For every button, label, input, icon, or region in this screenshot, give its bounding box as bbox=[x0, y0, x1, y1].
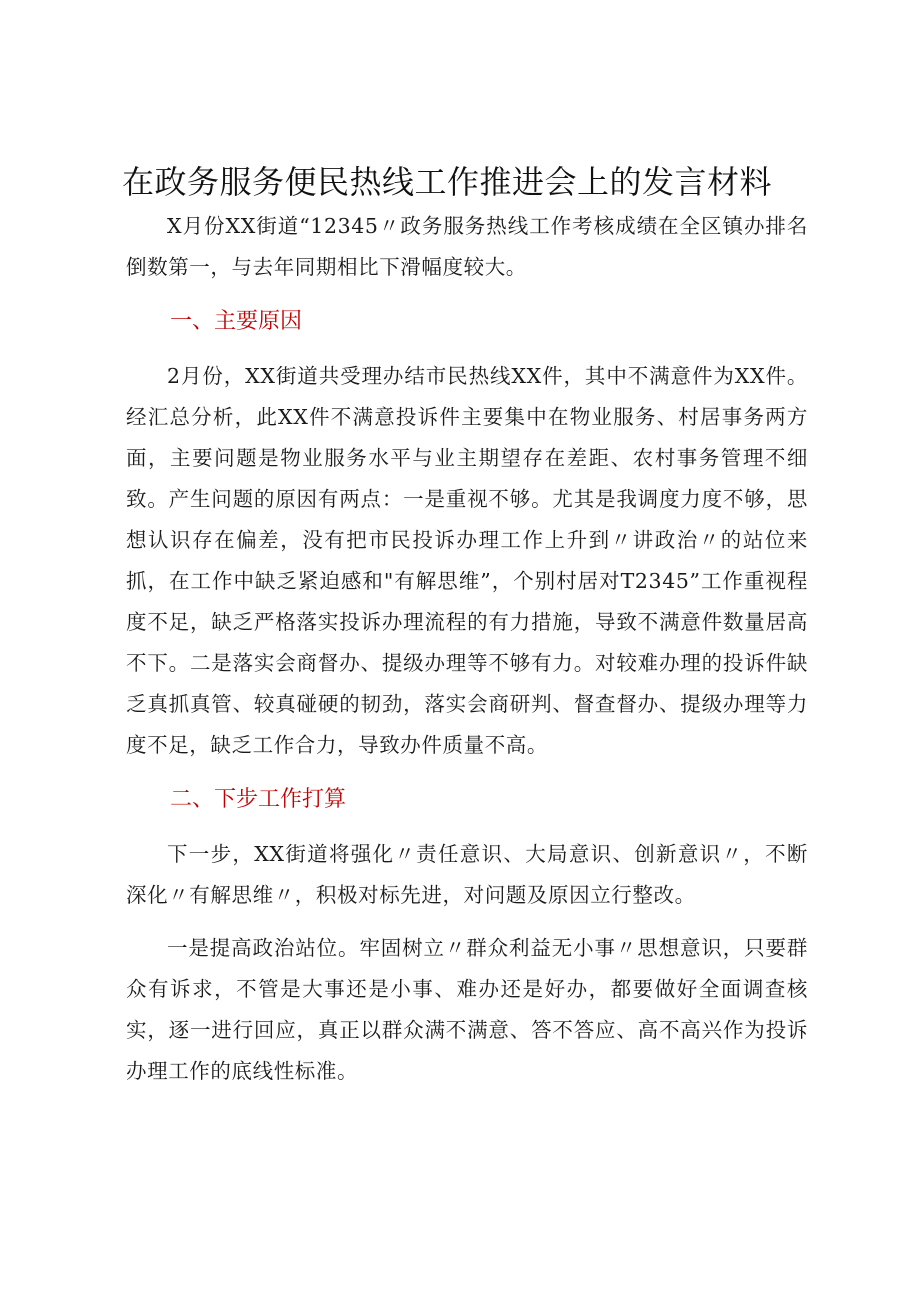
intro-paragraph: X月份XX街道“12345〃政务服务热线工作考核成绩在全区镇办排名倒数第一，与去年同期相比下滑幅度较大。 bbox=[126, 214, 808, 279]
paragraph-gap bbox=[126, 916, 808, 928]
reasons-paragraph: 2月份，XX街道共受理办结市民热线XX件，其中不满意件为XX件。经汇总分析，此XX件不满意投诉件主要集中在物业服务、村居事务两方面，主要问题是物业服务水平与业主期望存在差距、农村事务管理不细致。产生问题的原因有两点：一是重视不够。尤其是我调度力度不够，思想认识存在偏差，没有把市民投诉办理工作上升到〃讲政治〃的站位来抓，在工作中缺乏紧迫感和"有解思维”，个别村居对T2345”工作重视程度不足，缺乏严格落实投诉办理流程的有力措施，导致不满意件数量居高不下。二是落实会商督办、提级办理等不够有力。对较难办理的投诉件缺乏真抓真管、较真碰硬的韧劲，落实会商研判、督查督办、提级办理等力度不足，缺乏工作合力，导致办件质量不高。 bbox=[126, 364, 808, 757]
section-heading-next-steps: 二、下步工作打算 bbox=[170, 787, 347, 812]
document-title: 在政务服务便民热线工作推进会上的发言材料 bbox=[122, 163, 773, 201]
political-stance-paragraph: 一是提高政治站位。牢固树立〃群众利益无小事〃思想意识，只要群众有诉求，不管是大事还是小事、难办还是好办，都要做好全面调查核实，逐一进行回应，真正以群众满不满意、答不答应、高不高兴作为投诉办理工作的底线性标准。 bbox=[126, 936, 808, 1083]
next-steps-paragraph: 下一步，XX街道将强化〃责任意识、大局意识、创新意识〃，不断深化〃有解思维〃，积极对标先进，对问题及原因立行整改。 bbox=[126, 842, 808, 907]
section-heading-main-reasons: 一、主要原因 bbox=[170, 309, 303, 334]
